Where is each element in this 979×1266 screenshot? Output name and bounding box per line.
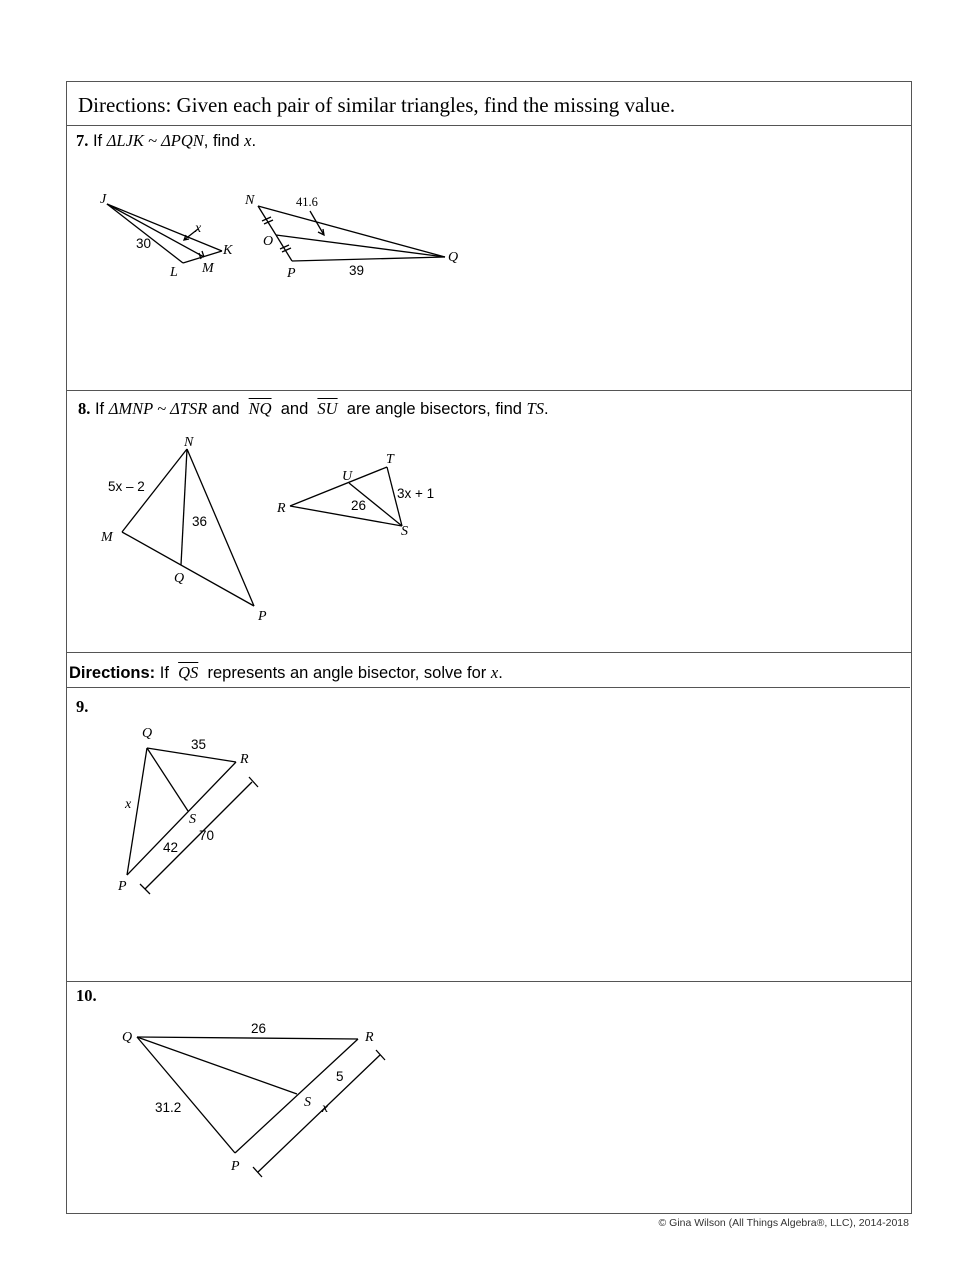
label-u: U bbox=[342, 469, 353, 484]
text: If bbox=[159, 664, 169, 682]
label-t: T bbox=[386, 452, 394, 467]
copyright-footer: © Gina Wilson (All Things Algebra®, LLC), 2014-2018 bbox=[658, 1217, 909, 1229]
length-26: 26 bbox=[251, 1021, 267, 1036]
directions-label: Directions: bbox=[69, 664, 156, 682]
similarity-statement: ΔMNP ~ ΔTSR bbox=[108, 399, 208, 418]
length-26: 26 bbox=[351, 498, 367, 513]
label-q: Q bbox=[142, 726, 153, 741]
label-n: N bbox=[184, 435, 194, 450]
length-31-2: 31.2 bbox=[155, 1100, 182, 1115]
label-x: x bbox=[322, 1101, 329, 1116]
label-r: R bbox=[277, 501, 286, 516]
text: . bbox=[251, 132, 257, 150]
label-x: x bbox=[125, 797, 132, 812]
length-5: 5 bbox=[336, 1069, 344, 1084]
label-q: Q bbox=[448, 250, 459, 265]
label-m: M bbox=[202, 261, 214, 276]
length-36: 36 bbox=[192, 514, 208, 529]
similarity-statement: ΔLJK ~ ΔPQN bbox=[106, 131, 204, 150]
label-s: S bbox=[189, 812, 196, 827]
text: , find bbox=[203, 132, 240, 150]
label-j: J bbox=[100, 192, 107, 207]
label-p: P bbox=[287, 266, 296, 281]
text: If bbox=[92, 132, 103, 150]
target-segment: TS bbox=[526, 399, 544, 418]
problem-9-number: 9. bbox=[76, 697, 89, 716]
label-s: S bbox=[304, 1095, 311, 1110]
label-m: M bbox=[101, 530, 113, 545]
segment-qs: $\overline{QS}$ bbox=[178, 663, 199, 682]
problem-number: 8. bbox=[78, 399, 91, 418]
label-p: P bbox=[118, 879, 127, 894]
text: represents an angle bisector, solve for bbox=[207, 664, 487, 682]
label-p: P bbox=[231, 1159, 240, 1174]
text: and bbox=[211, 400, 240, 418]
text: are angle bisectors, find bbox=[346, 400, 522, 418]
length-42: 42 bbox=[163, 840, 179, 855]
directions-heading: Directions: Given each pair of similar triangles, find the missing value. bbox=[78, 93, 676, 117]
label-o: O bbox=[263, 234, 274, 249]
label-l: L bbox=[170, 265, 178, 280]
label-r: R bbox=[240, 752, 249, 767]
side-expression: 5x – 2 bbox=[108, 479, 145, 494]
problem-10-number: 10. bbox=[76, 986, 97, 1005]
side-expression-2: 3x + 1 bbox=[397, 486, 435, 501]
text: . bbox=[498, 664, 503, 682]
text: and bbox=[280, 400, 309, 418]
length-30: 30 bbox=[136, 236, 152, 251]
label-x: x bbox=[195, 221, 202, 236]
text: . bbox=[543, 400, 549, 418]
label-p: P bbox=[258, 609, 267, 624]
length-35: 35 bbox=[191, 737, 207, 752]
label-r: R bbox=[365, 1030, 374, 1045]
length-70: 70 bbox=[199, 828, 215, 843]
segment-su: $\overline{SU}$ bbox=[317, 399, 338, 418]
variable: x bbox=[490, 663, 499, 682]
segment-nq: $\overline{NQ}$ bbox=[248, 399, 272, 418]
fig7-triangle-pqn bbox=[258, 206, 445, 261]
label-s: S bbox=[401, 524, 408, 539]
problem-number: 7. bbox=[76, 131, 89, 150]
length-41-6: 41.6 bbox=[296, 195, 318, 209]
fig8-triangle-mnp bbox=[122, 449, 254, 606]
label-q: Q bbox=[122, 1030, 133, 1045]
length-39: 39 bbox=[349, 263, 365, 278]
text: If bbox=[94, 400, 105, 418]
label-n: N bbox=[245, 193, 255, 208]
fig7-triangle-ljk bbox=[107, 204, 222, 263]
variable: x bbox=[244, 131, 252, 150]
label-k: K bbox=[223, 243, 233, 258]
label-q: Q bbox=[174, 571, 185, 586]
